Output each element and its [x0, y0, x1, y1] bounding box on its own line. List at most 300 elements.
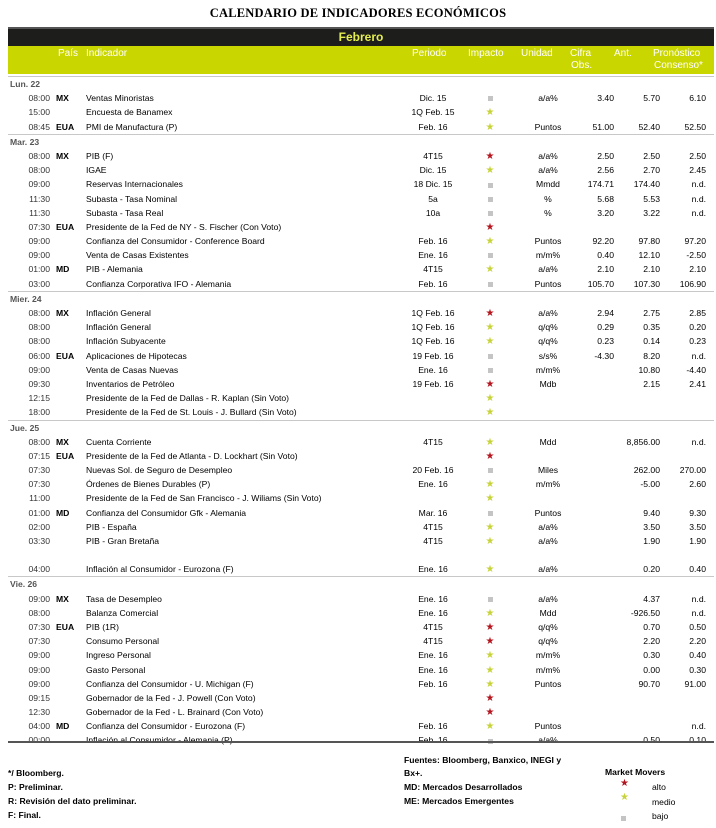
indicator-cell: Venta de Casas Existentes: [86, 250, 189, 261]
previous-cell: 0.20: [643, 564, 660, 575]
table-row: [8, 192, 714, 206]
previous-cell: 5.53: [643, 193, 660, 204]
forecast-cell: 91.00: [684, 678, 706, 689]
impact-bajo-square-icon: [478, 206, 502, 220]
time-cell: 12:30: [28, 707, 50, 718]
note-preliminar: P: Preliminar.: [8, 782, 63, 792]
previous-cell: -5.00: [640, 479, 660, 490]
period-cell: 4T15: [423, 536, 443, 546]
time-cell: 07:30: [28, 221, 50, 232]
table-row: [8, 206, 714, 220]
indicator-cell: PIB - Gran Bretaña: [86, 536, 160, 546]
impact-medio-star-icon: ★: [485, 165, 495, 177]
header-pronostico: Pronóstico: [653, 48, 701, 59]
previous-cell: 0.35: [643, 322, 660, 333]
spacer-row: [8, 548, 714, 562]
period-cell: Ene. 16: [418, 664, 448, 675]
forecast-cell: 6.10: [689, 93, 706, 104]
observed-cell: 92.20: [592, 236, 614, 247]
indicator-cell: Presidente de la Fed de Dallas - R. Kaplan (Sin Voto): [86, 393, 290, 404]
previous-cell: 2.15: [643, 378, 660, 389]
indicator-cell: Confianza del Consumidor - Conference Board: [86, 236, 265, 247]
time-cell: 04:00: [28, 564, 50, 575]
note-bloomberg: */ Bloomberg.: [8, 768, 64, 778]
indicator-cell: PIB (F): [86, 150, 114, 161]
impact-alto-star-icon: ★: [485, 621, 495, 633]
forecast-cell: 2.50: [689, 150, 706, 161]
period-cell: 10a: [425, 207, 441, 218]
table-row: [8, 320, 714, 334]
time-cell: 03:00: [28, 278, 50, 289]
day-header: [8, 134, 714, 149]
country-cell: MD: [56, 507, 70, 518]
unit-cell: Mdd: [539, 436, 557, 447]
time-cell: 09:00: [28, 236, 50, 247]
table-row: [8, 562, 714, 576]
time-cell: 11:00: [29, 493, 50, 504]
indicator-cell: Inflación Subyacente: [86, 336, 166, 347]
indicator-cell: Presidente de la Fed de St. Louis - J. Bullard (Sin Voto): [86, 407, 297, 418]
indicator-cell: Tasa de Desempleo: [86, 593, 162, 604]
unit-cell: q/q%: [538, 322, 558, 333]
table-row: [8, 677, 714, 691]
sources-line2: Bx+.: [404, 768, 423, 778]
period-cell: Ene. 16: [418, 564, 448, 575]
time-cell: 09:00: [28, 250, 50, 261]
country-cell: MX: [56, 593, 69, 604]
unit-cell: Mdb: [539, 378, 557, 389]
observed-cell: 3.20: [597, 207, 614, 218]
impact-bajo-square-icon: [478, 592, 502, 606]
period-cell: 1Q Feb. 16: [411, 336, 455, 347]
indicator-cell: Consumo Personal: [86, 636, 160, 647]
previous-cell: 90.70: [638, 678, 660, 689]
period-cell: 4T15: [423, 264, 443, 275]
time-cell: 09:00: [28, 593, 50, 604]
table-row: [8, 334, 714, 348]
table-row: [8, 220, 714, 234]
forecast-cell: 0.50: [689, 621, 706, 632]
table-row: [8, 248, 714, 262]
indicator-cell: Gasto Personal: [86, 664, 146, 675]
unit-cell: m/m%: [535, 364, 561, 375]
forecast-cell: 3.50: [689, 521, 706, 532]
header-unidad: Unidad: [521, 48, 553, 59]
table-row: [8, 163, 714, 177]
forecast-cell: 2.85: [689, 308, 706, 318]
forecast-cell: 0.30: [689, 664, 706, 675]
impact-medio-star-icon: ★: [485, 479, 495, 491]
day-label: Mar. 23: [10, 136, 40, 147]
table-row: [8, 506, 714, 520]
impact-bajo-square-icon: [478, 177, 502, 191]
previous-cell: 2.20: [643, 636, 660, 647]
unit-cell: m/m%: [535, 250, 561, 261]
impact-medio-star-icon: ★: [485, 564, 495, 576]
time-cell: 01:00: [28, 264, 50, 275]
previous-cell: 2.70: [643, 165, 660, 176]
country-cell: MD: [56, 264, 70, 275]
forecast-cell: 0.40: [689, 650, 706, 661]
table-row: [8, 234, 714, 248]
unit-cell: a/a%: [538, 93, 558, 104]
period-cell: Ene. 16: [418, 479, 448, 490]
header-ant: Ant.: [614, 48, 632, 59]
country-cell: MD: [56, 721, 70, 732]
previous-cell: 2.75: [643, 308, 660, 318]
period-cell: Feb. 16: [418, 278, 448, 289]
period-cell: Feb. 16: [418, 121, 448, 132]
table-row: [8, 491, 714, 505]
impact-medio-star-icon: ★: [485, 607, 495, 619]
table-row: [8, 377, 714, 391]
period-cell: 5a: [428, 193, 438, 204]
forecast-cell: n.d.: [691, 593, 706, 604]
indicator-cell: Órdenes de Bienes Durables (P): [86, 479, 211, 490]
impact-medio-star-icon: ★: [485, 521, 495, 533]
unit-cell: m/m%: [535, 650, 561, 661]
indicator-cell: Aplicaciones de Hipotecas: [86, 350, 187, 361]
impact-medio-star-icon: ★: [485, 121, 495, 133]
observed-cell: 0.29: [597, 322, 614, 333]
legend-bajo: bajo: [652, 811, 669, 821]
time-cell: 09:00: [28, 678, 50, 689]
observed-cell: 2.50: [597, 150, 614, 161]
impact-medio-star-icon: ★: [485, 322, 495, 334]
impact-bajo-square-icon: [478, 248, 502, 262]
observed-cell: 3.40: [597, 93, 614, 104]
unit-cell: q/q%: [538, 621, 558, 632]
indicator-cell: Inflación General: [86, 308, 151, 318]
forecast-cell: n.d.: [691, 607, 706, 618]
header-pais: País: [58, 48, 79, 59]
impact-medio-star-icon: ★: [485, 336, 495, 348]
time-cell: 07:30: [28, 465, 50, 476]
impact-alto-star-icon: ★: [485, 308, 495, 319]
time-cell: 08:00: [28, 93, 50, 104]
period-cell: 1Q Feb. 16: [411, 322, 455, 333]
period-cell: Ene. 16: [418, 364, 448, 375]
period-cell: Ene. 16: [418, 250, 448, 261]
time-cell: 08:00: [28, 165, 50, 176]
period-cell: Feb. 16: [418, 236, 448, 247]
header-periodo: Periodo: [412, 48, 447, 59]
table-row: [8, 520, 714, 534]
impact-medio-star-icon: ★: [485, 264, 495, 276]
time-cell: 09:30: [28, 378, 50, 389]
day-header: [8, 420, 714, 435]
forecast-cell: 2.41: [689, 378, 706, 389]
previous-cell: 3.50: [643, 521, 660, 532]
table-header: [8, 46, 714, 74]
time-cell: 15:00: [28, 107, 50, 118]
unit-cell: q/q%: [538, 336, 558, 347]
forecast-cell: 0.23: [689, 336, 706, 347]
unit-cell: a/a%: [538, 536, 558, 546]
period-cell: Feb. 16: [418, 721, 448, 732]
alto-star-icon: ★: [620, 778, 629, 789]
forecast-cell: 0.40: [689, 564, 706, 575]
indicator-cell: Encuesta de Banamex: [86, 107, 173, 118]
unit-cell: Mmdd: [536, 179, 560, 190]
table-row: [8, 405, 714, 419]
observed-cell: 5.68: [597, 193, 614, 204]
country-cell: EUA: [56, 450, 75, 461]
table-row: [8, 363, 714, 377]
forecast-cell: n.d.: [691, 721, 706, 732]
previous-cell: 107.30: [633, 278, 660, 289]
forecast-cell: -2.50: [686, 250, 706, 261]
time-cell: 08:00: [28, 436, 50, 447]
country-cell: MX: [56, 150, 69, 161]
unit-cell: Puntos: [534, 721, 562, 732]
observed-cell: 51.00: [592, 121, 614, 132]
sources-line1: Fuentes: Bloomberg, Banxico, INEGI y: [404, 755, 562, 765]
observed-cell: 2.10: [597, 264, 614, 275]
indicator-cell: IGAE: [86, 165, 107, 176]
indicator-cell: PMI de Manufactura (P): [86, 121, 178, 132]
time-cell: 08:00: [28, 150, 50, 161]
indicator-cell: Nuevas Sol. de Seguro de Desempleo: [86, 465, 233, 476]
time-cell: 11:30: [29, 207, 50, 218]
impact-alto-star-icon: ★: [485, 636, 495, 648]
day-header: [8, 76, 714, 91]
period-cell: Ene. 16: [418, 593, 448, 604]
indicator-cell: PIB (1R): [86, 621, 119, 632]
table-row: [8, 719, 714, 733]
time-cell: 01:00: [28, 507, 50, 518]
time-cell: 08:00: [28, 607, 50, 618]
indicator-cell: Confianza Corporativa IFO - Alemania: [86, 278, 232, 289]
forecast-cell: n.d.: [691, 436, 706, 447]
time-cell: 12:15: [28, 393, 50, 404]
unit-cell: a/a%: [538, 264, 558, 275]
header-impacto: Impacto: [468, 48, 504, 59]
time-cell: 07:30: [28, 621, 50, 632]
previous-cell: 8,856.00: [626, 436, 660, 447]
note-final: F: Final.: [8, 810, 41, 820]
forecast-cell: n.d.: [691, 207, 706, 218]
observed-cell: 2.94: [597, 308, 614, 318]
impact-bajo-square-icon: [478, 277, 502, 291]
legend-medio: medio: [652, 797, 676, 807]
table-row: [8, 435, 714, 449]
unit-cell: m/m%: [535, 479, 561, 490]
unit-cell: Puntos: [534, 678, 562, 689]
table-row: [8, 620, 714, 634]
impact-medio-star-icon: ★: [485, 721, 495, 733]
note-revision: R: Revisión del dato preliminar.: [8, 796, 137, 806]
impact-bajo-square-icon: [478, 91, 502, 105]
table-row: [8, 306, 714, 320]
indicator-cell: Presidente de la Fed de San Francisco - J. Wiliams (Sin Voto): [86, 493, 322, 504]
day-header: [8, 291, 714, 306]
forecast-cell: 2.20: [689, 636, 706, 647]
unit-cell: %: [544, 193, 552, 204]
period-cell: 4T15: [423, 636, 443, 647]
time-cell: 02:00: [28, 521, 50, 532]
unit-cell: Miles: [537, 465, 559, 476]
country-cell: EUA: [56, 621, 75, 632]
impact-medio-star-icon: ★: [485, 536, 495, 547]
forecast-cell: 97.20: [684, 236, 706, 247]
period-cell: 4T15: [423, 621, 443, 632]
indicator-cell: Subasta - Tasa Real: [86, 207, 164, 218]
market-movers-title: Market Movers: [605, 767, 666, 777]
previous-cell: 2.10: [643, 264, 660, 275]
previous-cell: 1.90: [643, 536, 660, 546]
previous-cell: 2.50: [643, 150, 660, 161]
unit-cell: a/a%: [538, 521, 558, 532]
header-obs: Obs.: [571, 60, 593, 71]
unit-cell: a/a%: [538, 564, 558, 575]
unit-cell: %: [544, 207, 552, 218]
unit-cell: Puntos: [534, 507, 562, 518]
table-row: [8, 149, 714, 163]
period-cell: 4T15: [423, 150, 443, 161]
indicator-cell: Presidente de la Fed de NY - S. Fischer (Con Voto): [86, 221, 282, 232]
impact-alto-star-icon: ★: [485, 378, 495, 390]
indicator-cell: Inflación General: [86, 322, 151, 333]
indicator-cell: Inventarios de Petróleo: [86, 378, 175, 389]
time-cell: 07:30: [28, 479, 50, 490]
bajo-square-icon: [621, 810, 626, 828]
forecast-cell: n.d.: [691, 193, 706, 204]
day-label: Vie. 26: [10, 579, 38, 590]
table-row: [8, 177, 714, 191]
indicator-cell: Inflación al Consumidor - Eurozona (F): [86, 564, 234, 575]
period-cell: Feb. 16: [418, 678, 448, 689]
table-row: [8, 262, 714, 276]
country-cell: EUA: [56, 221, 75, 232]
country-cell: MX: [56, 93, 69, 104]
indicator-cell: Confianza del Consumidor - Eurozona (F): [86, 721, 246, 732]
forecast-cell: 9.30: [689, 507, 706, 518]
time-cell: 09:00: [28, 664, 50, 675]
legend-alto: alto: [652, 782, 666, 792]
table-row: [8, 91, 714, 105]
observed-cell: 0.40: [597, 250, 614, 261]
time-cell: 09:00: [28, 179, 50, 190]
table-row: [8, 463, 714, 477]
previous-cell: 5.70: [643, 93, 660, 104]
unit-cell: s/s%: [538, 350, 558, 361]
forecast-cell: 2.45: [689, 165, 706, 176]
table-row: [8, 120, 714, 134]
observed-cell: 174.71: [587, 179, 614, 190]
month-bar: Febrero: [8, 29, 714, 46]
time-cell: 08:00: [28, 322, 50, 333]
indicator-cell: Confianza del Consumidor Gfk - Alemania: [86, 507, 247, 518]
page-title: CALENDARIO DE INDICADORES ECONÓMICOS: [209, 6, 507, 20]
day-label: Lun. 22: [10, 79, 41, 89]
forecast-cell: 2.60: [689, 479, 706, 490]
time-cell: 08:45: [28, 121, 50, 132]
unit-cell: Puntos: [534, 236, 562, 247]
day-header: [8, 576, 714, 591]
forecast-cell: 106.90: [679, 278, 706, 289]
header-indicador: Indicador: [86, 48, 128, 59]
impact-bajo-square-icon: [478, 463, 502, 477]
medio-star-icon: ★: [620, 792, 629, 803]
previous-cell: 174.40: [633, 179, 660, 190]
country-cell: EUA: [56, 350, 75, 361]
unit-cell: a/a%: [538, 308, 558, 318]
table-row: [8, 534, 714, 548]
observed-cell: 105.70: [587, 278, 614, 289]
time-cell: 08:00: [28, 336, 50, 347]
unit-cell: Mdd: [539, 607, 557, 618]
impact-medio-star-icon: ★: [485, 107, 495, 119]
table-row: [8, 663, 714, 677]
previous-cell: 0.30: [643, 650, 660, 661]
period-cell: Ene. 16: [418, 650, 448, 661]
period-cell: Dic. 15: [419, 165, 447, 176]
period-cell: 19 Feb. 16: [412, 378, 454, 389]
indicator-cell: Confianza del Consumidor - U. Michigan (F): [86, 678, 254, 689]
observed-cell: -4.30: [594, 350, 614, 361]
time-cell: 18:00: [28, 407, 50, 418]
impact-alto-star-icon: ★: [485, 150, 495, 162]
table-row: [8, 606, 714, 620]
impact-bajo-square-icon: [478, 192, 502, 206]
day-label: Jue. 25: [10, 422, 40, 433]
bottom-divider: [8, 741, 714, 743]
table-row: [8, 349, 714, 363]
impact-medio-star-icon: ★: [485, 436, 495, 448]
table-row: [8, 277, 714, 291]
country-cell: MX: [56, 436, 69, 447]
time-cell: 09:00: [28, 650, 50, 661]
indicator-table: [8, 76, 714, 748]
indicator-cell: PIB - España: [86, 521, 137, 532]
unit-cell: Puntos: [534, 278, 562, 289]
time-cell: 06:00: [28, 350, 50, 361]
impact-alto-star-icon: ★: [485, 450, 495, 462]
time-cell: 09:00: [28, 364, 50, 375]
previous-cell: 9.40: [643, 507, 660, 518]
period-cell: 1Q Feb. 15: [411, 107, 455, 118]
previous-cell: 10.80: [638, 364, 660, 375]
period-cell: 1Q Feb. 16: [411, 308, 455, 318]
previous-cell: 3.22: [643, 207, 660, 218]
time-cell: 08:00: [28, 308, 50, 318]
forecast-cell: 270.00: [679, 465, 706, 476]
header-cifra: Cifra: [570, 48, 592, 59]
impact-medio-star-icon: ★: [485, 393, 495, 405]
observed-cell: 0.23: [597, 336, 614, 347]
previous-cell: 97.80: [638, 236, 660, 247]
previous-cell: 262.00: [633, 465, 660, 476]
unit-cell: a/a%: [538, 150, 558, 161]
impact-medio-star-icon: ★: [485, 650, 495, 662]
previous-cell: 8.20: [643, 350, 660, 361]
previous-cell: 0.70: [643, 621, 660, 632]
country-cell: MX: [56, 308, 69, 318]
indicator-cell: Cuenta Corriente: [86, 436, 152, 447]
indicator-cell: Ingreso Personal: [86, 650, 151, 661]
observed-cell: 2.56: [597, 165, 614, 176]
impact-bajo-square-icon: [478, 363, 502, 377]
indicator-cell: Gobernador de la Fed - J. Powell (Con Voto): [86, 692, 256, 703]
table-row: [8, 648, 714, 662]
time-cell: 07:30: [28, 636, 50, 647]
impact-alto-star-icon: ★: [485, 692, 495, 704]
period-cell: Mar. 16: [418, 507, 448, 518]
previous-cell: 0.14: [643, 336, 660, 347]
impact-bajo-square-icon: [478, 506, 502, 520]
time-cell: 11:30: [29, 193, 50, 204]
